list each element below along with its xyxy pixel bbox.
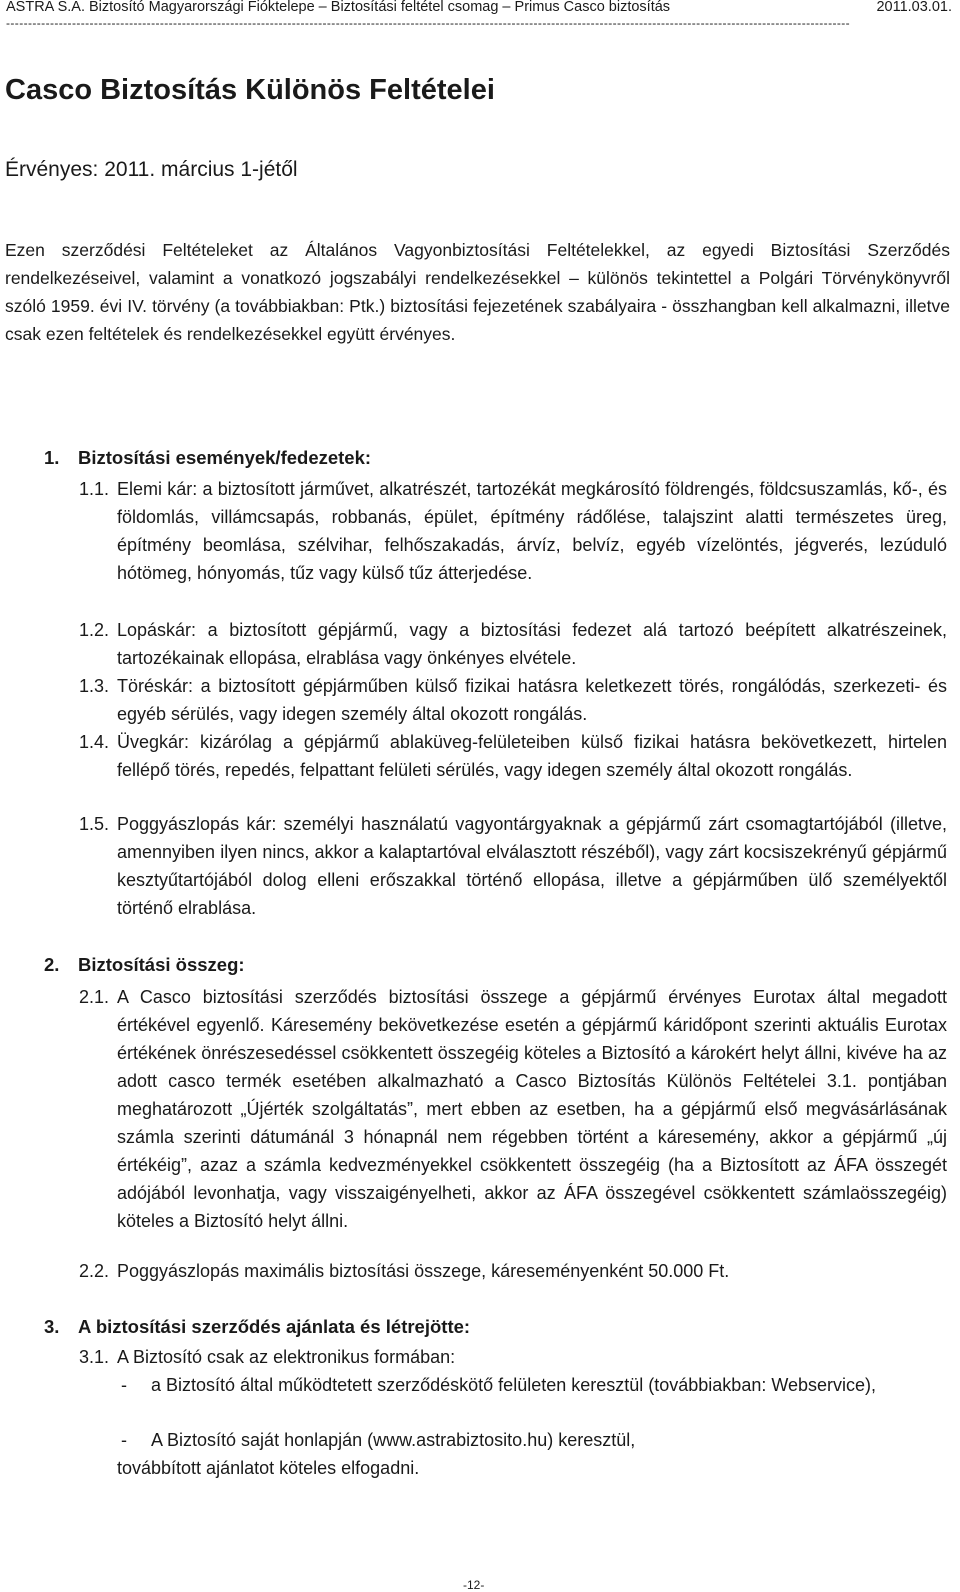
- section-number: 3.: [44, 1316, 60, 1337]
- header-date: 2011.03.01.: [876, 0, 952, 15]
- item-text: Üvegkár: kizárólag a gépjármű ablaküveg-felületeiben külső fizikai hatásra bekövetkezett, hirtelen fellépő törés, repedés, felpattant felületi sérülés, vagy idegen személy által okozott rongálás.: [117, 732, 947, 780]
- section-heading: [44, 447, 371, 469]
- item-number: 1.5.: [79, 814, 110, 834]
- bullet-item: [117, 1426, 947, 1454]
- item-text: Poggyászlopás maximális biztosítási összege, káreseményenként 50.000 Ft.: [117, 1261, 730, 1281]
- bullet-text: A Biztosító saját honlapján (www.astrabiztosito.hu) keresztül,: [151, 1430, 636, 1450]
- closing-text: továbbított ajánlatot köteles elfogadni.: [117, 1458, 420, 1478]
- list-item: [79, 475, 947, 587]
- section-title: Biztosítási események/fedezetek:: [78, 447, 372, 468]
- item-text: A Biztosító csak az elektronikus formában:: [117, 1347, 456, 1367]
- bullet-item: [117, 1371, 947, 1399]
- intro-paragraph: Ezen szerződési Feltételeket az Általános Vagyonbiztosítási Feltételekkel, az egyedi Biztosítási Szerződés rendelkezéseivel, valamint a vonatkozó jogszabályi rendelkezésekkel – különös tekintettel a Polgári Törvénykönyvről szóló 1959. évi IV. törvény (a továbbiakban: Ptk.) biztosítási fejezetének szabályaira - összhangban kell alkalmazni, illetve csak ezen feltételek és rendelkezésekkel együtt érvényes.: [5, 240, 950, 344]
- bullet-text: a Biztosító által működtetett szerződéskötő felületen keresztül (továbbiakban: Webservice),: [151, 1375, 877, 1395]
- section-heading: [44, 1316, 470, 1338]
- list-item: [79, 616, 947, 672]
- bullet-dash: -: [121, 1430, 127, 1450]
- item-text: A Casco biztosítási szerződés biztosítási összege a gépjármű érvényes Eurotax által megadott értékével egyenlő. Káresemény bekövetkezése esetén a gépjármű káridőpont szerinti aktuális Eurotax értékének önrészesedéssel csökkentett összegéig köteles a Biztosító a károkért helyt állni, kivéve ha az adott casco termék esetében alkalmazható a Casco Biztosítás Különös Feltételei 3.1. pontjában meghatározott „Újérték szolgáltatás”, mert ebben az esetben, ha a gépjármű első megvásárlásának számla szerinti dátumánál 3 hónapnál nem régebben történt a káresemény, akkor a gépjármű „új értékéig”, azaz a számla kedvezményekkel csökkentett összegéig (ha a Biztosított az ÁFA összegét adójából levonhatja, vagy visszaigényelheti, akkor az ÁFA összegével csökkentett számlaösszegéig) köteles a Biztosító helyt állni.: [117, 987, 947, 1231]
- header-document-title: ASTRA S.A. Biztosító Magyarországi Fióktelepe – Biztosítási feltétel csomag – Primus Casco biztosítás: [6, 0, 671, 15]
- section-title: Biztosítási összeg:: [78, 954, 245, 975]
- list-item: [79, 810, 947, 922]
- item-text: Lopáskár: a biztosított gépjármű, vagy a biztosítási fedezet alá tartozó beépített alkatrészeinek, tartozékainak ellopása, elrablása vagy önkényes elvétele.: [117, 620, 947, 668]
- list-item: [79, 1343, 947, 1371]
- section-number: 2.: [44, 954, 60, 975]
- item-text: Poggyászlopás kár: személyi használatú vagyontárgyaknak a gépjármű zárt csomagtartójából (illetve, amennyiben ilyen nincs, akkor a kalaptartóval elválasztott részéből), vagy zárt kocsiszekrényű gépjármű kesztyűtartójából dolog elleni erőszakkal történő ellopása, illetve a gépjárműben ülő személyektől történő elrablása.: [117, 814, 947, 918]
- section-title: A biztosítási szerződés ajánlata és létrejötte:: [78, 1316, 471, 1337]
- list-item: [79, 728, 947, 784]
- page-title: Casco Biztosítás Különös Feltételei: [5, 74, 495, 106]
- item-number: 3.1.: [79, 1347, 110, 1367]
- bullet-dash: -: [121, 1375, 127, 1395]
- item-number: 1.3.: [79, 676, 110, 696]
- page-number: -12-: [463, 1578, 485, 1592]
- section-number: 1.: [44, 447, 60, 468]
- item-number: 1.1.: [79, 479, 110, 499]
- item-text: Töréskár: a biztosított gépjárműben külső fizikai hatásra keletkezett törés, rongálódás, szerkezeti- és egyéb sérülés, vagy idegen személy által okozott rongálás.: [117, 676, 947, 724]
- item-number: 1.4.: [79, 732, 110, 752]
- list-item: [79, 983, 947, 1235]
- header-rule: ------------------------------------------------------------------------------------------------------------------------------------------------------------------------------------------------: [6, 16, 851, 30]
- item-number: 1.2.: [79, 620, 110, 640]
- section-heading: [44, 954, 245, 976]
- list-item: [79, 1257, 947, 1285]
- valid-from: Érvényes: 2011. március 1-jétől: [5, 158, 298, 181]
- item-text: Elemi kár: a biztosított járművet, alkatrészét, tartozékát megkárosító földrengés, földcsuszamlás, kő-, és földomlás, villámcsapás, robbanás, épület, építmény rádőlése, talajszint alatti természetes üreg, építmény beomlása, szélvihar, felhőszakadás, árvíz, belvíz, egyéb vízelöntés, jégverés, lezúduló hótömeg, hónyomás, tűz vagy külső tűz átterjedése.: [117, 479, 947, 583]
- item-number: 2.2.: [79, 1261, 110, 1281]
- list-item: [79, 672, 947, 728]
- item-number: 2.1.: [79, 987, 110, 1007]
